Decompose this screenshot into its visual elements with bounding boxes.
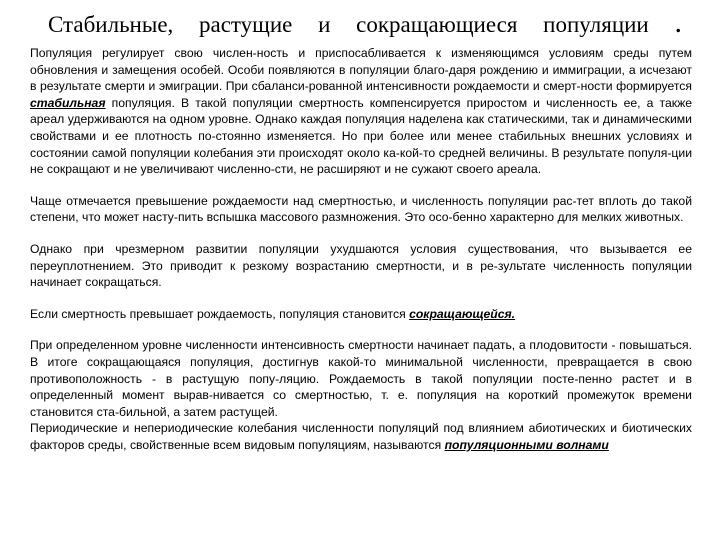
slide [0,6,720,546]
paragraph-waves [30,420,692,453]
title-word-5: популяции [543,12,649,37]
paragraph-stable-text-b: популяция. В такой популяции смертность компенсируется приростом и численность ее, а также ареал удерживаются на одном уровне. Однако каждая популяция наделена как статическими, так и динамическими свойствами и ее плотность по-стоянно изменяется. Но при более или менее стабильных внешних условиях и состоянии самой популяции колебания эти происходят около ка-кой-то средней величины. В результате популя-ции не сокращают и не увеличивают численно-сти, не расширяют и не сужают своего ареала. [30,95,692,177]
title-word-1: Стабильные, [48,12,174,37]
title-dot: . [674,6,682,39]
paragraph-declining-text: Если смертность превышает рождаемость, популяция становится [30,306,410,321]
title-word-4: сокращающиеся [356,12,518,37]
title-word-3: и [318,12,331,37]
body-text [30,45,692,453]
paragraph-declining [30,306,692,323]
term-population-waves: популяционными волнами [444,437,609,452]
paragraph-stable-text-a: Популяция регулирует свою числен-ность и приспосабливается к изменяющимся условиям среды путем обновления и замещения особей. Особи появляются в популяции благо-даря рождению и иммиграции, а исчезают в результате смерти и эмиграции. При сбаланси-рованной интенсивности рождаемости и смерт-ности формируется [30,46,692,94]
title-word-2: растущие [199,12,293,37]
paragraph-growth: Чаще отмечается превышение рождаемости над смертностью, и численность популяции рас-тет вплоть до такой степени, что может насту-пить вспышка массового размножения. Это осо-бенно характерно для мелких животных. [30,193,692,225]
paragraph-overcrowding: Однако при чрезмерном развитии популяции ухудшаются условия существования, что вызывается ее переуплотнением. Это приводит к резкому возрастанию смертности, и в ре-зультате численность популяции начинает сокращаться. [30,241,692,290]
paragraph-stable [30,45,692,178]
paragraph-recovery: При определенном уровне численности интенсивность смертности начинает падать, а плодовитости - повышаться. В итоге сокращающаяся популяция, достигнув какой-то минимальной численности, превращается в свою противоположность - в растущую попу-ляцию. Рождаемость в такой популяции посте-пенно растет и в определенный момент вырав-нивается со смертностью, т. е. популяция на короткий промежуток времени становится ста-бильной, а затем растущей. [30,338,692,419]
paragraph-waves-text: Периодические и непериодические колебания численности популяций под влиянием абиотических и биотических факторов среды, свойственные всем видовым популяциям, называются [30,421,692,452]
term-declining: сокращающейся. [409,306,516,321]
term-stable: стабильная [30,95,106,110]
page-title [30,6,692,40]
